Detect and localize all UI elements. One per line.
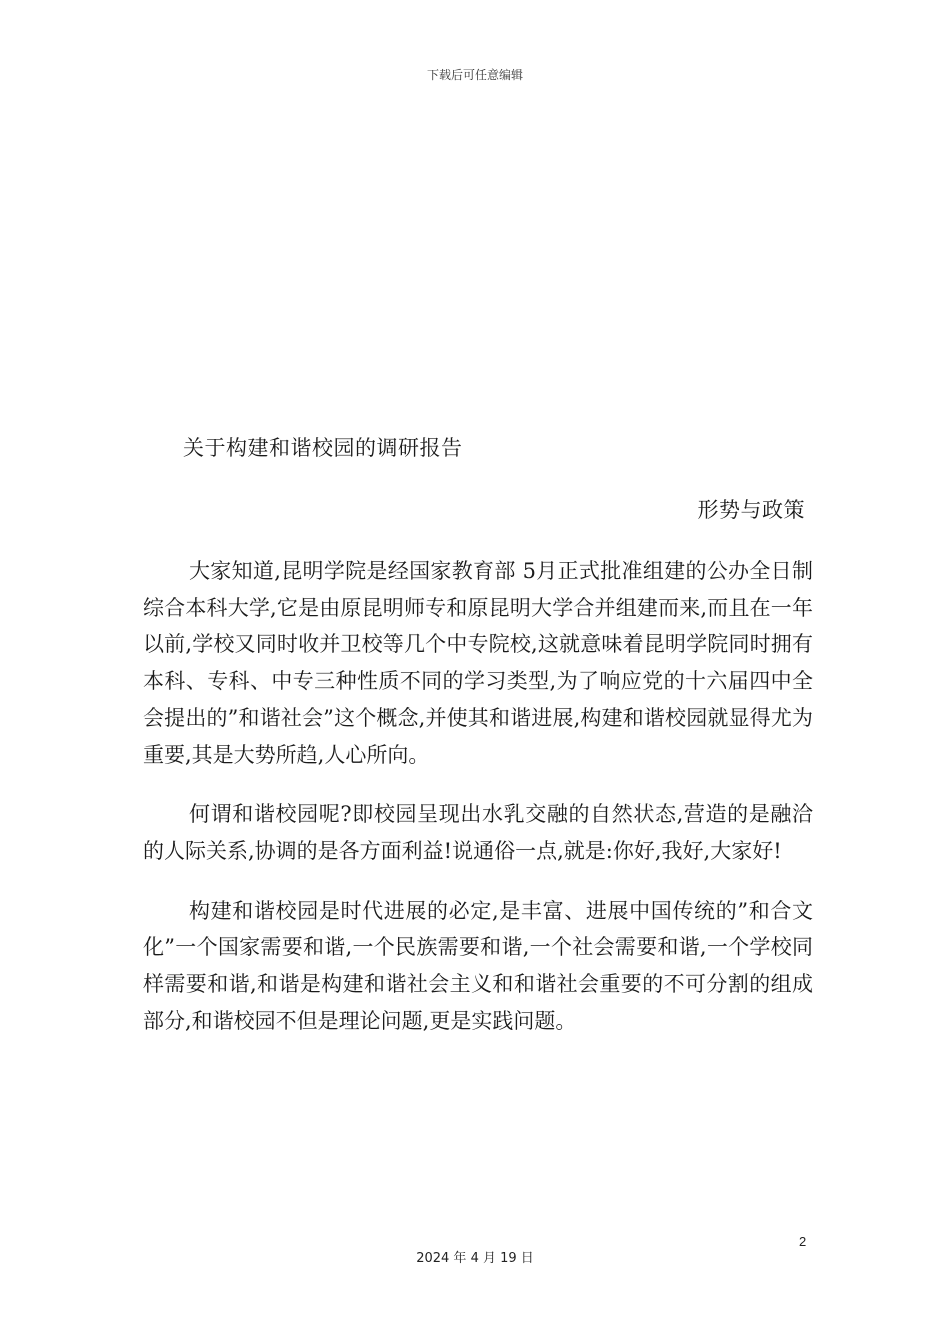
header-note: 下载后可任意编辑 xyxy=(426,68,523,82)
document-subtitle: 形势与政策 xyxy=(697,498,805,522)
body-paragraph: 构建和谐校园是时代进展的必定,是丰富、进展中国传统的”和合文化”一个国家需要和谐,一个民族需要和谐,一个社会需要和谐,一个学校同样需要和谐,和谐是构建和谐社会主义和和谐社会重要的不可分割的组成部分,和谐校园不但是理论问题,更是实践问题。 xyxy=(143,898,813,1033)
page-number: 2 xyxy=(799,1234,807,1249)
document-title: 关于构建和谐校园的调研报告 xyxy=(183,436,463,460)
footer-date: 2024 年 4 月 19 日 xyxy=(416,1251,534,1266)
document-body xyxy=(143,553,813,1062)
body-paragraph: 大家知道,昆明学院是经国家教育部 5月正式批准组建的公办全日制综合本科大学,它是由原昆明师专和原昆明大学合并组建而来,而且在一年以前,学校又同时收并卫校等几个中专院校,这就意味着昆明学院同时拥有本科、专科、中专三种性质不同的学习类型,为了响应党的十六届四中全会提出的”和谐社会”这个概念,并使其和谐进展,构建和谐校园就显得尤为重要,其是大势所趋,人心所向。 xyxy=(143,559,813,767)
body-paragraph: 何谓和谐校园呢?即校园呈现出水乳交融的自然状态,营造的是融洽的人际关系,协调的是各方面利益!说通俗一点,就是:你好,我好,大家好! xyxy=(143,802,813,863)
